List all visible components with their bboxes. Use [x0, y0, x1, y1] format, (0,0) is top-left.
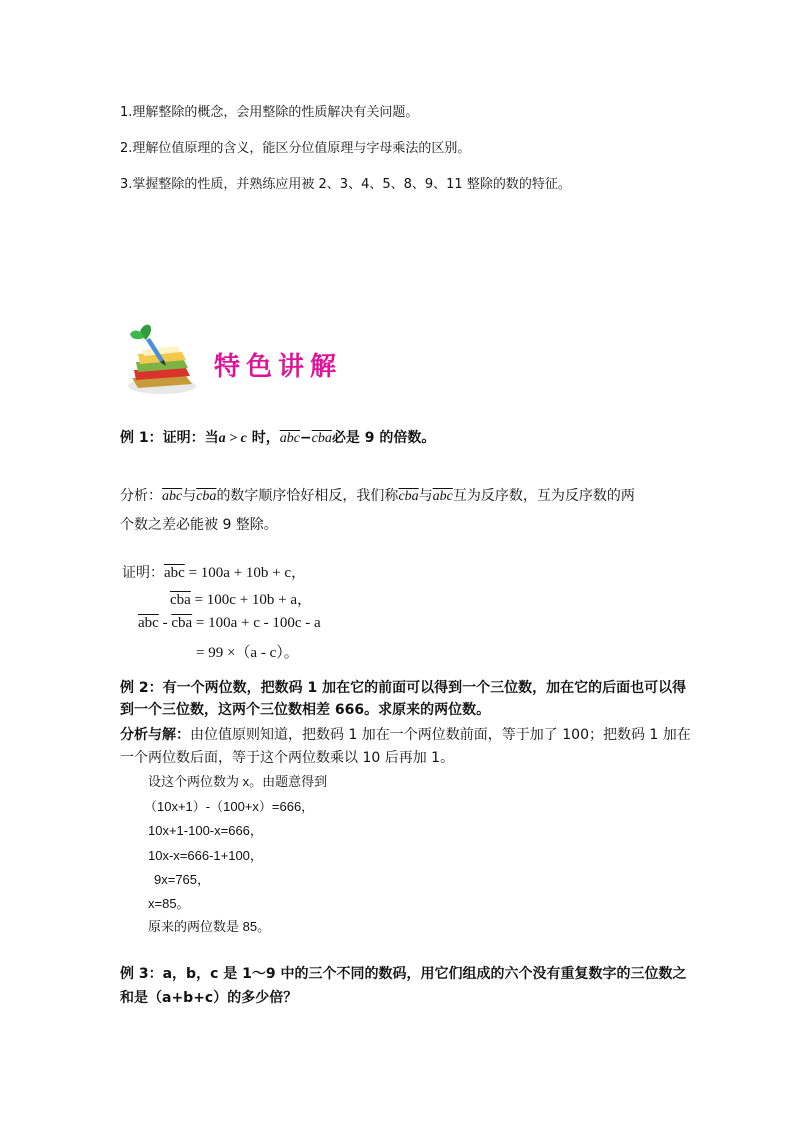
- solution-line-5: 9x=765，: [154, 872, 211, 887]
- analysis-2-text-1: 由位值原则知道，把数码 1 加在一个两位数前面，等于加了 100；把数码 1 加在: [190, 727, 691, 743]
- abc-overline: $\overline{abc}$: [162, 489, 183, 504]
- example-2-line-2: 到一个三位数，这两个三位数相差 666。求原来的两位数。: [120, 702, 491, 718]
- solution-line-7: 原来的两位数是 85。: [148, 919, 271, 934]
- var-c: c: [240, 431, 247, 446]
- objective-3: 3.掌握整除的性质，并熟练应用被 2、3、4、5、8、9、11 整除的数的特征。: [120, 177, 571, 192]
- proof-line-3: [138, 615, 321, 632]
- abc-overline: $\overline{abc}$: [164, 565, 185, 581]
- cba-overline: $\overline{cba}$: [398, 489, 419, 504]
- proof-rhs-3: = 100a + c - 100c - a: [192, 615, 321, 631]
- proof-lead: 证明：: [122, 565, 164, 581]
- proof-line-2: [170, 588, 312, 609]
- analysis-2-lead: 分析与解：: [120, 727, 190, 743]
- connector-yu: 与: [182, 488, 197, 504]
- minus-sign: −: [299, 430, 312, 446]
- cba-overline: $\overline{cba}$: [170, 592, 191, 608]
- cba-overline: $\overline{cba}$: [171, 615, 193, 631]
- connector-yu: 与: [418, 488, 433, 504]
- solution-line-2: （10x+1）-（100+x）=666，: [144, 799, 315, 814]
- section-title: 特色讲解: [214, 352, 343, 382]
- example-2-line-1: 例 2：有一个两位数，把数码 1 加在它的前面可以得到一个三位数，加在它的后面也可以得: [120, 680, 687, 696]
- analysis-1-line-1: [120, 485, 635, 505]
- analysis-1-text-2: 互为反序数，互为反序数的两: [452, 488, 635, 504]
- abc-overline: $\overline{abc}$: [279, 431, 300, 446]
- analysis-2-line-2: 一个两位数后面，等于这个两位数乘以 10 后再加 1。: [120, 750, 455, 766]
- solution-line-4: 10x-x=666-1+100，: [148, 848, 263, 863]
- analysis-1-line-2: 个数之差必能被 9 整除。: [120, 517, 278, 533]
- proof-line-4: = 99 ×（a - c）。: [196, 645, 299, 661]
- var-a: a: [218, 431, 226, 446]
- example-1-tail: 必是 9 的倍数。: [331, 430, 436, 446]
- solution-line-3: 10x+1-100-x=666，: [148, 823, 263, 838]
- greater-than: >: [225, 431, 241, 446]
- proof-rhs-1: = 100a + 10b + c，: [184, 565, 307, 581]
- objective-1: 1.理解整除的概念，会用整除的性质解决有关问题。: [120, 105, 419, 120]
- books-pencil-icon: [120, 320, 206, 398]
- minus-sign: -: [158, 615, 172, 631]
- abc-overline: $\overline{abc}$: [138, 615, 159, 631]
- analysis-1-text-1: 的数字顺序恰好相反，我们称: [216, 488, 399, 504]
- cba-overline: $\overline{cba}$: [311, 431, 332, 446]
- example-1: [120, 427, 435, 447]
- solution-line-6: x=85。: [148, 896, 190, 911]
- example-1-label: 例 1：证明：当: [120, 430, 219, 446]
- analysis-1-lead: 分析：: [120, 488, 162, 504]
- abc-overline: $\overline{abc}$: [432, 489, 453, 504]
- objective-2: 2.理解位值原理的含义，能区分位值原理与字母乘法的区别。: [120, 141, 471, 156]
- proof-line-1: [122, 561, 306, 582]
- proof-rhs-2: = 100c + 10b + a，: [190, 592, 313, 608]
- cba-overline: $\overline{cba}$: [196, 489, 217, 504]
- solution-line-1: 设这个两位数为 x。由题意得到: [148, 774, 328, 789]
- example-3-line-2: 和是（a+b+c）的多少倍？: [120, 990, 298, 1006]
- example-1-mid: 时，: [246, 430, 280, 446]
- example-3-line-1: 例 3：a，b，c 是 1～9 中的三个不同的数码，用它们组成的六个没有重复数字的三位数之: [120, 966, 687, 982]
- analysis-2-line-1: [120, 724, 691, 744]
